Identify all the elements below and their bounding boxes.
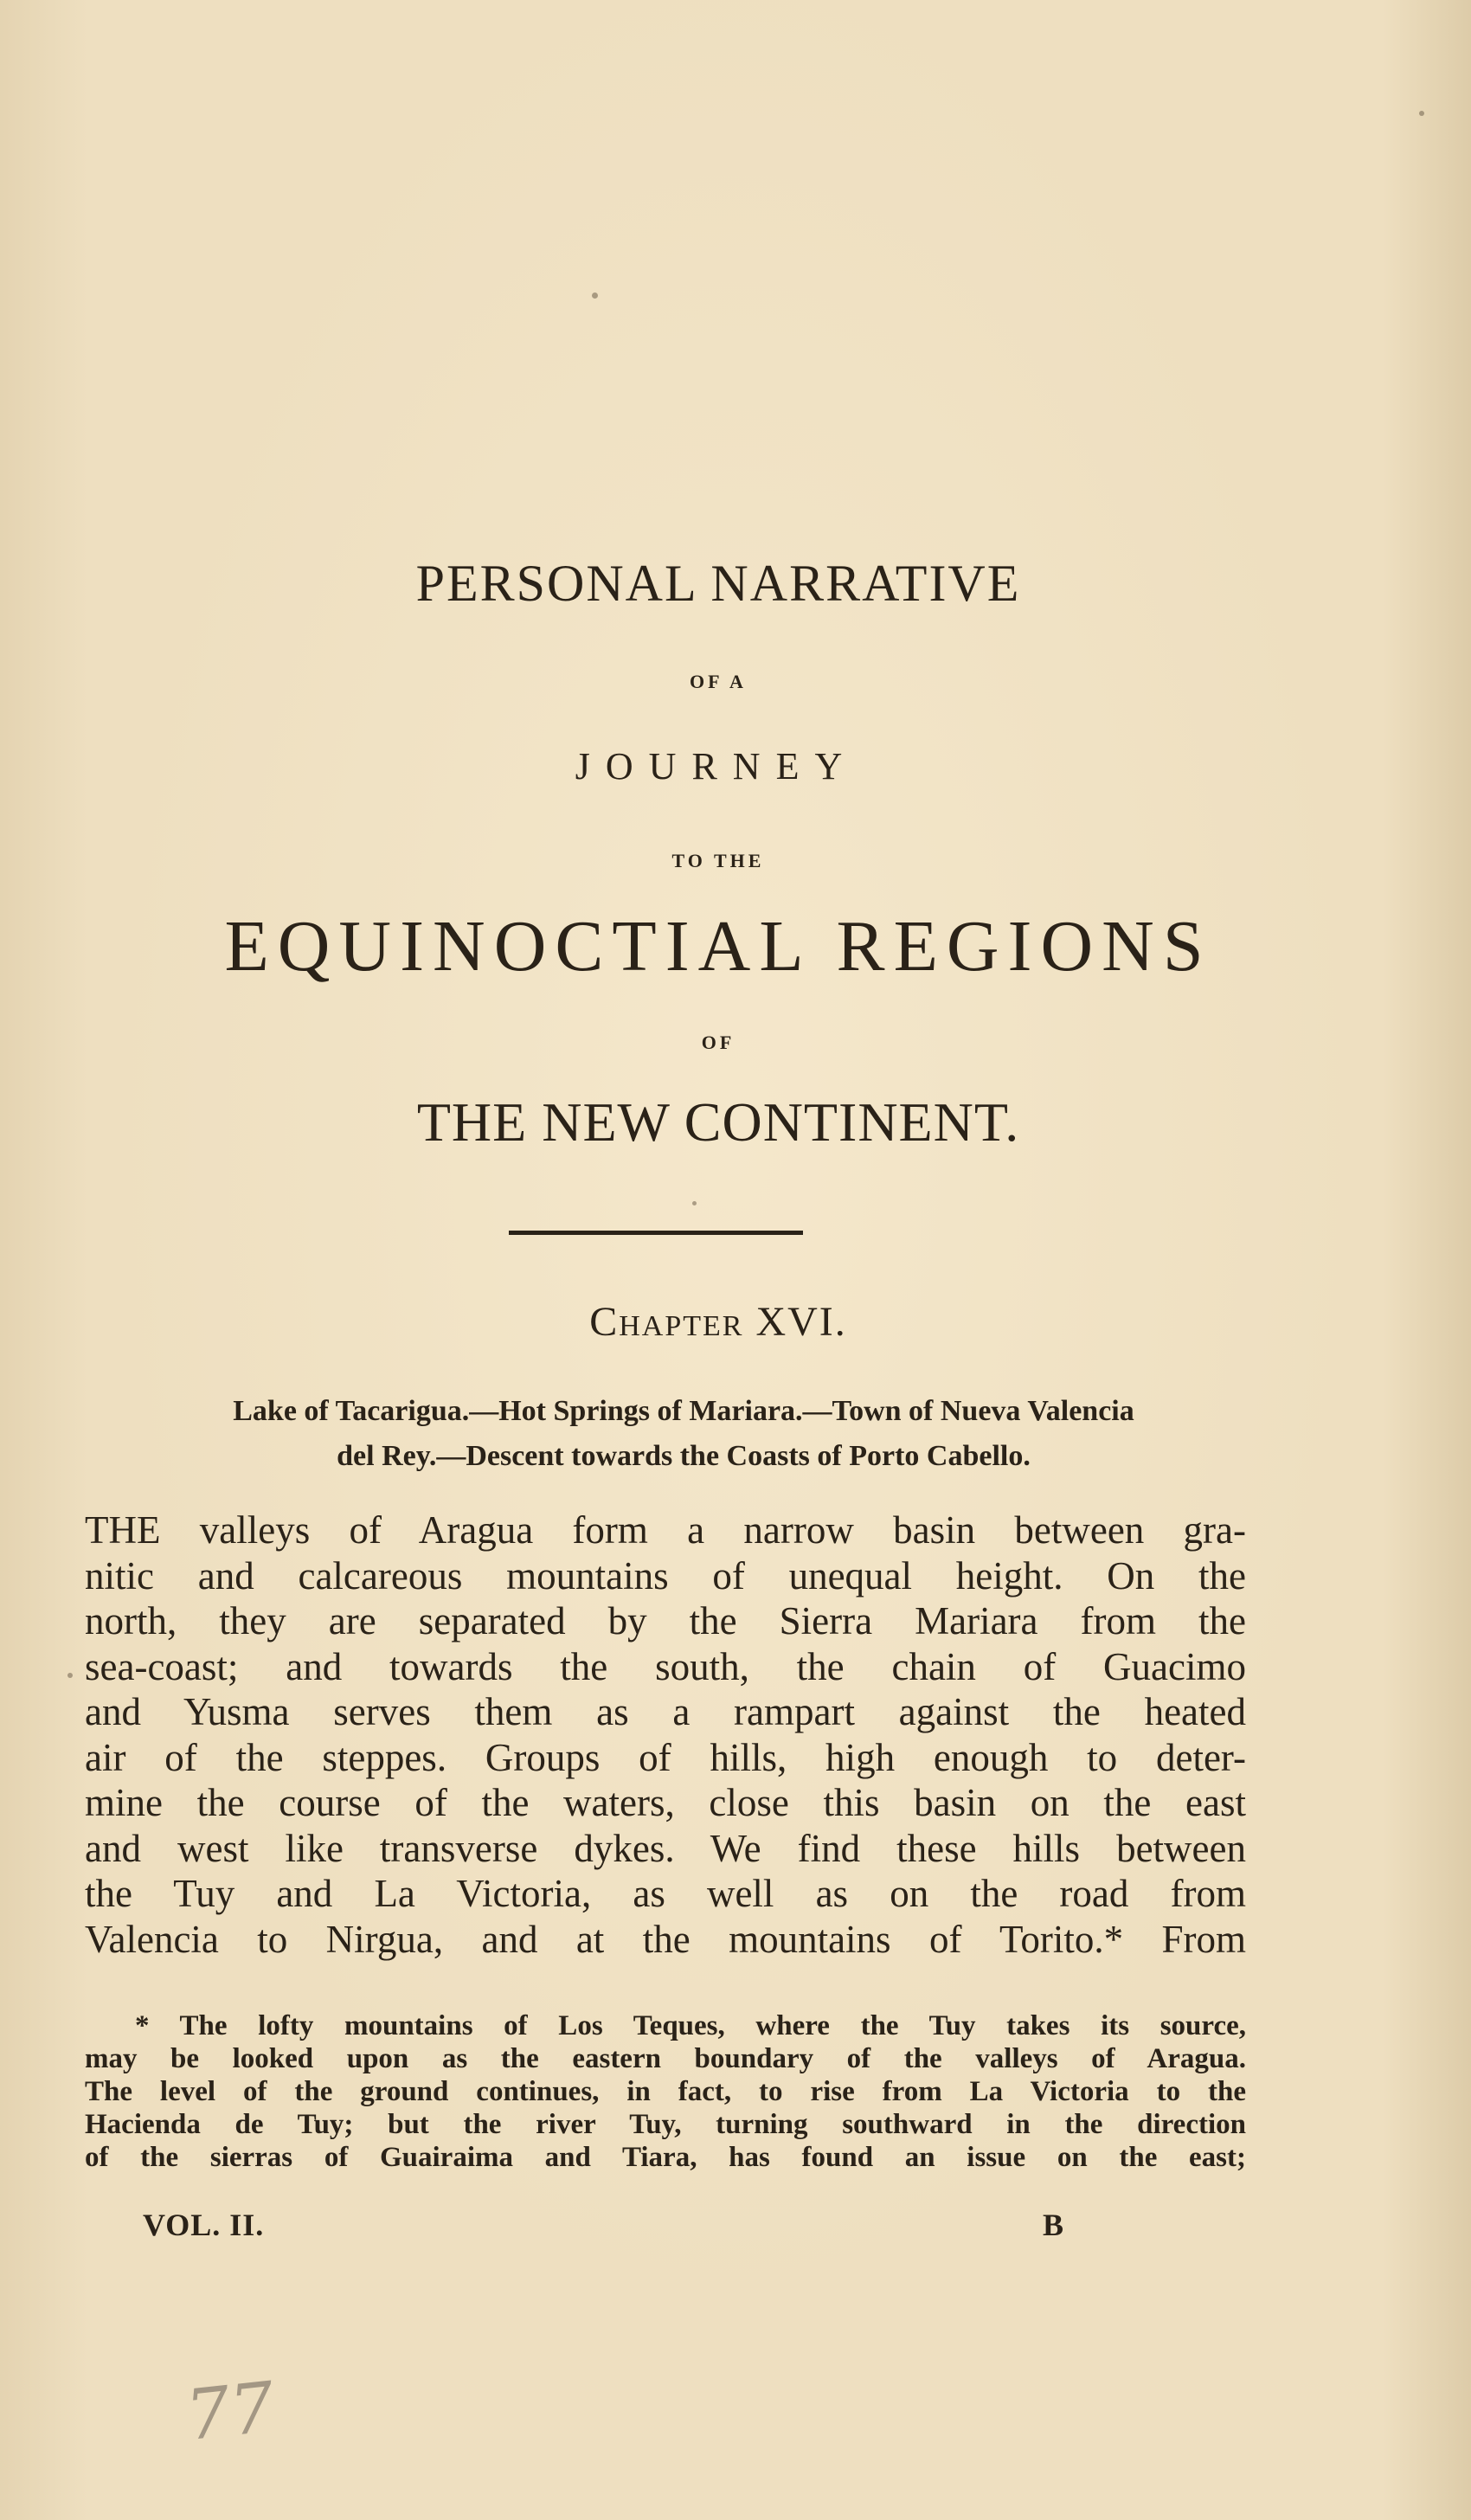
- body-line: air of the steppes. Groups of hills, high enough to deter-: [85, 1735, 1246, 1779]
- title-divider-rule: [509, 1231, 803, 1235]
- body-paragraph: [85, 1508, 1246, 1962]
- body-line: THE valleys of Aragua form a narrow basin between gra-: [85, 1508, 1246, 1552]
- page-footer: [0, 2207, 1471, 2250]
- title-line-of-a: OF A: [690, 671, 747, 692]
- body-line: north, they are separated by the Sierra Mariara from the: [85, 1599, 1246, 1642]
- body-line: nitic and calcareous mountains of unequal height. On the: [85, 1553, 1246, 1598]
- chapter-summary-line: Lake of Tacarigua.—Hot Springs of Mariara.—Town of Nueva Valencia: [233, 1395, 1134, 1427]
- title-line-to-the: TO THE: [671, 850, 765, 871]
- footnote-line: * The lofty mountains of Los Teques, where the Tuy takes its source,: [135, 2010, 1246, 2041]
- body-line: Valencia to Nirgua, and at the mountains of Torito.* From: [85, 1917, 1246, 1961]
- paper-speck: [592, 292, 598, 299]
- footnote-line: may be looked upon as the eastern boundary of the valleys of Aragua.: [85, 2043, 1246, 2074]
- paper-speck: [692, 1201, 697, 1205]
- footnote-line: of the sierras of Guairaima and Tiara, has found an issue on the east;: [85, 2142, 1246, 2173]
- body-line: the Tuy and La Victoria, as well as on the road from: [85, 1872, 1246, 1915]
- footnote-line: The level of the ground continues, in fact, to rise from La Victoria to the: [85, 2076, 1246, 2107]
- body-line: and west like transverse dykes. We find these hills between: [85, 1826, 1246, 1870]
- paper-speck: [1419, 111, 1424, 116]
- title-line-journey: JOURNEY: [575, 745, 858, 788]
- footnote: [85, 2009, 1246, 2174]
- title-line-new-continent: THE NEW CONTINENT.: [416, 1091, 1020, 1153]
- body-line: mine the course of the waters, close this basin on the east: [85, 1781, 1246, 1824]
- title-line-equinoctial-regions: EQUINOCTIAL REGIONS: [224, 906, 1212, 987]
- volume-label: VOL. II.: [143, 2208, 265, 2242]
- chapter-summary: [87, 1389, 1281, 1479]
- paper-speck: [67, 1673, 73, 1678]
- footnote-line: Hacienda de Tuy; but the river Tuy, turning southward in the direction: [85, 2109, 1246, 2140]
- body-line: sea-coast; and towards the south, the chain of Guacimo: [85, 1644, 1246, 1688]
- body-line: and Yusma serves them as a rampart against the heated: [85, 1690, 1246, 1733]
- chapter-summary-line: del Rey.—Descent towards the Coasts of Porto Cabello.: [337, 1440, 1031, 1472]
- signature-mark: B: [1043, 2208, 1064, 2242]
- title-line-of: OF: [701, 1032, 736, 1053]
- title-line-personal-narrative: PERSONAL NARRATIVE: [415, 555, 1021, 612]
- pencil-annotation: 77: [182, 2366, 279, 2457]
- chapter-heading: Chapter XVI.: [589, 1299, 847, 1345]
